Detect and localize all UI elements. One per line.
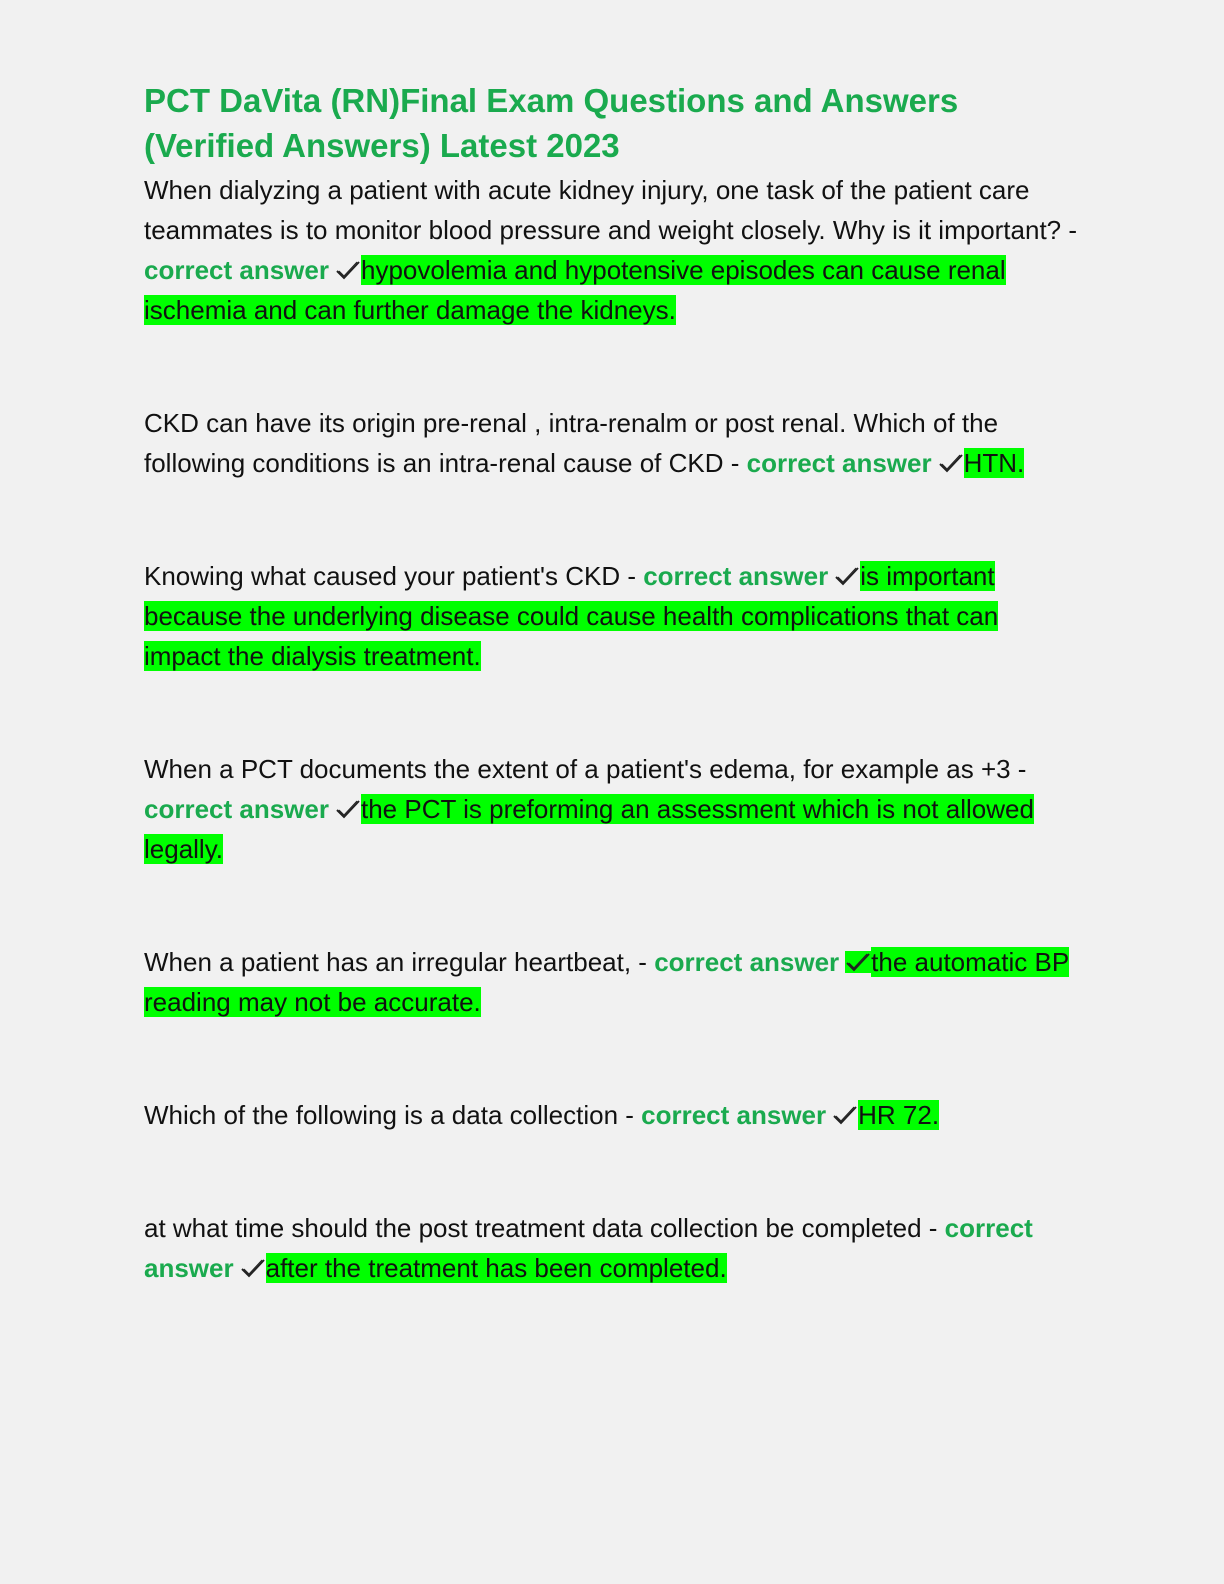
checkmark-icon	[938, 452, 964, 474]
answer-text: HR 72.	[858, 1100, 940, 1130]
answer-text: after the treatment has been completed.	[265, 1253, 727, 1283]
document-body	[144, 78, 1079, 1288]
correct-answer-label: correct answer	[643, 561, 829, 591]
question-text: CKD can have its origin pre-renal , intra-renalm or post renal. Which of the following conditions is an intra-renal cause of CKD -	[144, 408, 999, 478]
answer-text: the PCT is preforming an assessment which is not allowed legally.	[144, 794, 1034, 864]
correct-answer-label: correct answer	[746, 448, 932, 478]
answer-text: hypovolemia and hypotensive episodes can cause renal ischemia and can further damage the kidneys.	[144, 255, 1006, 325]
qa-item-2	[144, 403, 1079, 483]
question-text: Knowing what caused your patient's CKD -	[144, 561, 644, 591]
question-text: at what time should the post treatment data collection be completed -	[144, 1213, 945, 1243]
answer-text: the automatic BP reading may not be accurate.	[144, 947, 1070, 1017]
checkmark-icon	[240, 1257, 266, 1279]
answer-text: is important because the underlying disease could cause health complications that can impact the dialysis treatment.	[144, 561, 999, 671]
qa-item-7	[144, 1208, 1079, 1288]
question-text: When a patient has an irregular heartbeat, -	[144, 947, 655, 977]
question-text: Which of the following is a data collection -	[144, 1100, 642, 1130]
answer-text: HTN.	[963, 448, 1025, 478]
correct-answer-label: correct answer	[144, 794, 329, 824]
correct-answer-label: correct answer	[654, 947, 840, 977]
checkmark-icon	[335, 259, 361, 281]
checkmark-icon	[845, 951, 871, 973]
correct-answer-label: correct answer	[641, 1100, 827, 1130]
correct-answer-label: correct answer	[144, 255, 329, 285]
question-text: When a PCT documents the extent of a patient's edema, for example as +3 -	[144, 754, 1027, 784]
qa-item-3	[144, 556, 1079, 676]
correct-answer-label: correct answer	[144, 1213, 1033, 1283]
qa-item-6	[144, 1095, 1079, 1135]
qa-item-4	[144, 749, 1079, 869]
checkmark-icon	[832, 1104, 858, 1126]
checkmark-icon	[834, 565, 860, 587]
question-text: When dialyzing a patient with acute kidney injury, one task of the patient care teammates is to monitor blood pressure and weight closely. Why is it important? -	[144, 175, 1078, 245]
checkmark-icon	[335, 798, 361, 820]
document-title: PCT DaVita (RN)Final Exam Questions and Answers (Verified Answers) Latest 2023	[144, 82, 959, 164]
qa-item-1	[144, 170, 1079, 330]
qa-item-5	[144, 942, 1079, 1022]
